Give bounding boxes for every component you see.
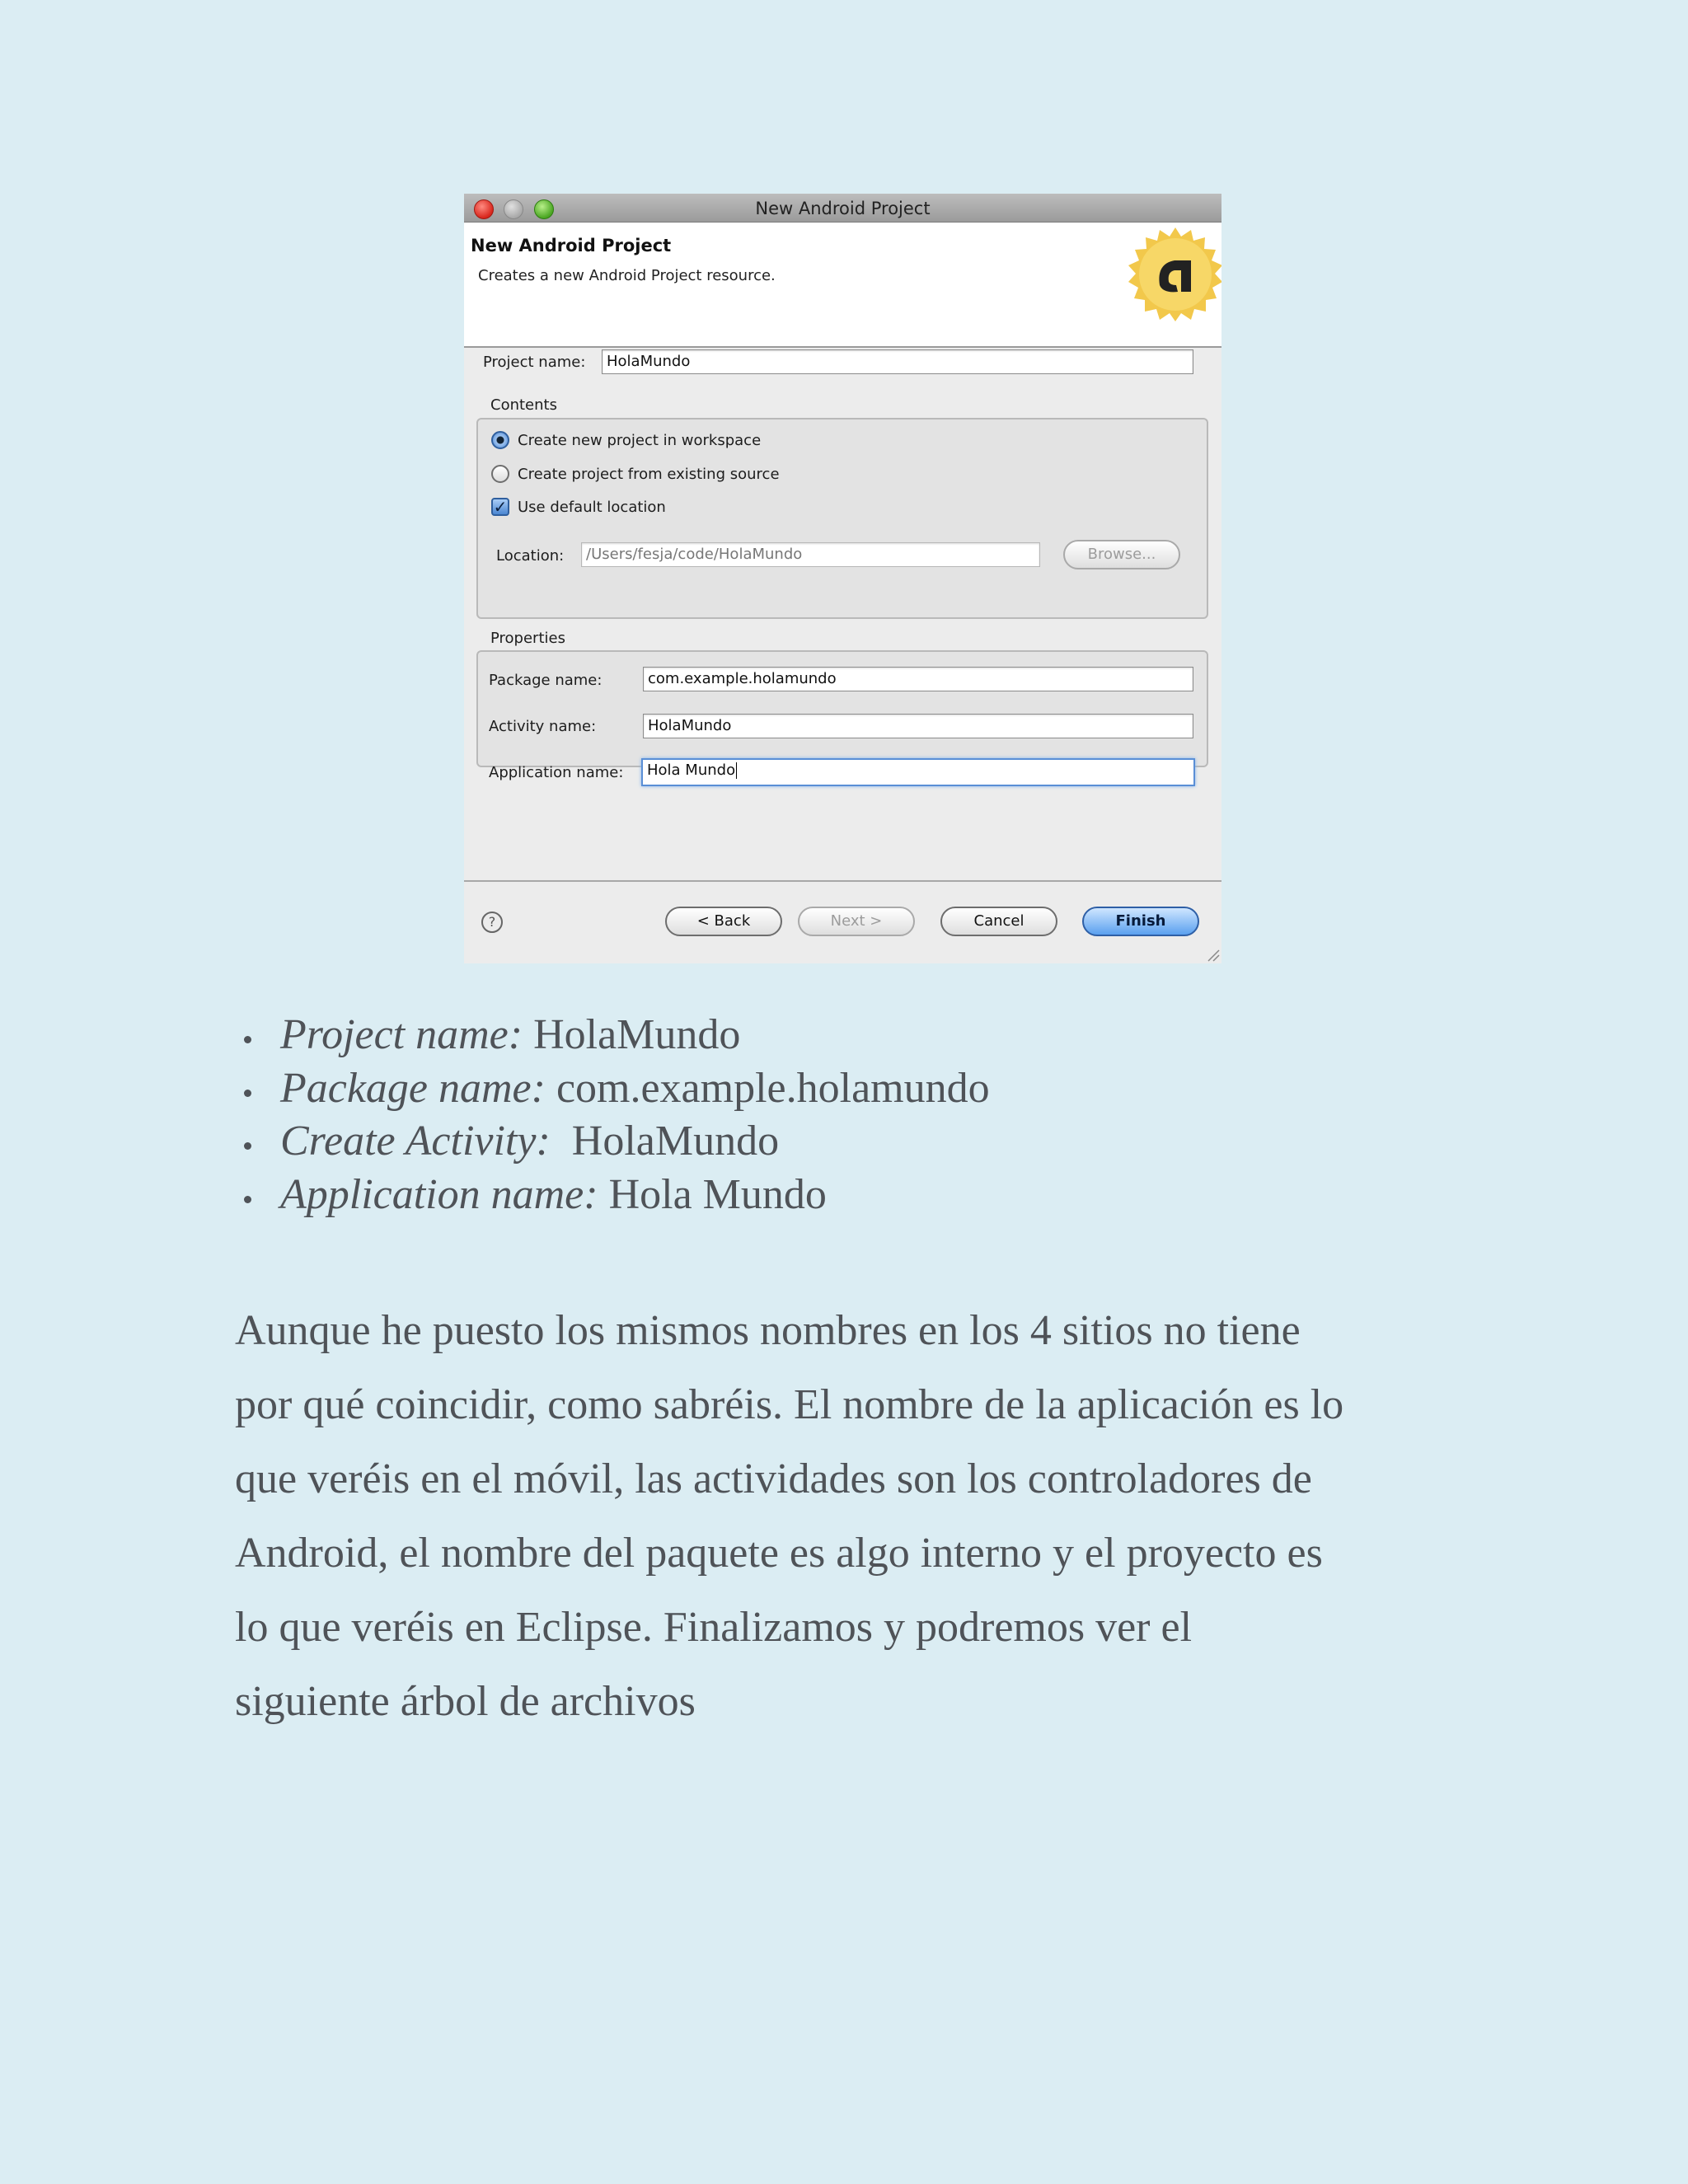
create-from-existing-label: Create project from existing source (518, 466, 780, 483)
settings-summary-list (280, 1009, 990, 1221)
finish-button[interactable]: Finish (1082, 907, 1199, 936)
project-name-input[interactable]: HolaMundo (602, 349, 1193, 374)
project-name-label: Project name: (483, 354, 586, 371)
properties-group-title: Properties (490, 630, 565, 647)
android-wizard-logo-icon (1127, 226, 1221, 323)
application-name-label: Application name: (489, 764, 624, 781)
window-title: New Android Project (755, 199, 931, 218)
list-item-value: com.example.holamundo (545, 1064, 990, 1112)
package-name-input[interactable]: com.example.holamundo (643, 667, 1193, 691)
create-new-project-label: Create new project in workspace (518, 432, 762, 449)
cancel-button[interactable]: Cancel (940, 907, 1057, 936)
next-button[interactable]: Next > (798, 907, 915, 936)
paragraph-line: siguiente árbol de archivos (235, 1678, 696, 1725)
paragraph-line: Android, el nombre del paquete es algo interno y el proyecto es (235, 1530, 1323, 1577)
list-item (280, 1169, 990, 1222)
wizard-header (464, 223, 1221, 348)
body-paragraph (235, 1294, 1504, 1739)
paragraph-line: lo que veréis en Eclipse. Finalizamos y podremos ver el (235, 1604, 1193, 1651)
list-item (280, 1009, 990, 1062)
browse-button[interactable]: Browse... (1063, 540, 1180, 569)
list-item (280, 1062, 990, 1116)
back-button[interactable]: < Back (665, 907, 782, 936)
package-name-label: Package name: (489, 672, 603, 689)
application-name-input[interactable] (641, 758, 1195, 786)
text-caret (736, 762, 737, 779)
list-item-value: HolaMundo (523, 1011, 741, 1058)
paragraph-line: que veréis en el móvil, las actividades son los controladores de (235, 1455, 1312, 1502)
use-default-location-checkbox[interactable]: ✓ (491, 498, 509, 516)
activity-name-label: Activity name: (489, 718, 597, 735)
list-item-label: Package name: (280, 1064, 546, 1112)
list-item-label: Application name: (280, 1170, 598, 1218)
list-item (280, 1115, 990, 1169)
create-from-existing-radio[interactable] (491, 465, 509, 483)
footer-divider (464, 880, 1221, 882)
contents-group-title: Contents (490, 396, 557, 414)
resize-grip-icon[interactable] (1205, 947, 1220, 962)
paragraph-line: Aunque he puesto los mismos nombres en los 4 sitios no tiene (235, 1307, 1301, 1354)
window-titlebar (464, 194, 1221, 223)
list-item-value: Hola Mundo (598, 1170, 827, 1218)
location-label: Location: (496, 547, 565, 565)
create-new-project-radio[interactable] (491, 431, 509, 449)
location-input[interactable]: /Users/fesja/code/HolaMundo (581, 542, 1040, 567)
list-item-label: Create Activity: (280, 1118, 551, 1165)
list-item-label: Project name: (280, 1011, 523, 1058)
help-icon[interactable]: ? (481, 912, 503, 933)
application-name-value: Hola Mundo (647, 762, 736, 779)
list-item-value: HolaMundo (550, 1118, 780, 1165)
wizard-title: New Android Project (471, 236, 672, 255)
wizard-description: Creates a new Android Project resource. (478, 267, 776, 284)
paragraph-line: por qué coincidir, como sabréis. El nombre de la aplicación es lo (235, 1381, 1344, 1428)
use-default-location-label: Use default location (518, 499, 666, 516)
activity-name-input[interactable]: HolaMundo (643, 714, 1193, 738)
new-android-project-dialog (464, 194, 1221, 963)
